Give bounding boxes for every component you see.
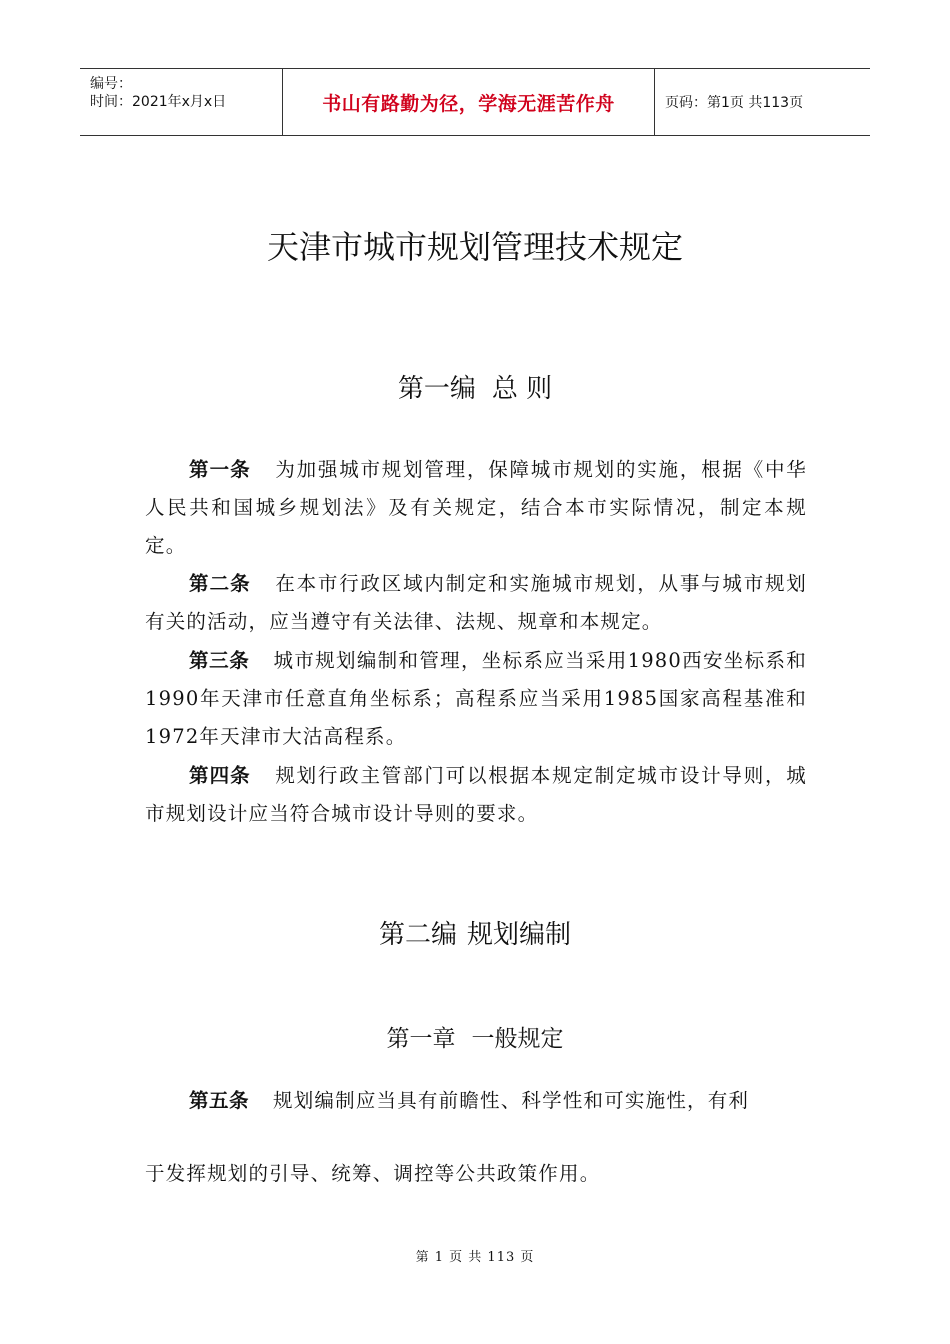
article-5 (145, 1082, 807, 1120)
article-1-label: 第一条 (189, 458, 251, 481)
header-page-info (655, 69, 870, 135)
article-4 (145, 757, 807, 833)
article-5-text-line2: 于发挥规划的引导、统筹、调控等公共政策作用。 (145, 1162, 601, 1185)
header-motto-cell (282, 69, 655, 135)
article-3 (145, 642, 807, 756)
article-2-text: 在本市行政区域内制定和实施城市规划，从事与城市规划有关的活动，应当遵守有关法律、法规、规章和本规定。 (145, 572, 807, 633)
article-5-text-line1: 规划编制应当具有前瞻性、科学性和可实施性，有利 (273, 1089, 750, 1112)
number-label: 编号： (90, 76, 132, 92)
chapter1-heading (0, 1020, 950, 1053)
page-header (80, 68, 870, 136)
article-2 (145, 565, 807, 641)
header-motto: 书山有路勤为径，学海无涯苦作舟 (322, 92, 615, 115)
time-label: 时间：2021年x月x日 (90, 94, 227, 110)
article-5-label: 第五条 (189, 1089, 250, 1112)
article-3-text: 城市规划编制和管理，坐标系应当采用1980西安坐标系和1990年天津市任意直角坐标系；高程系应当采用1985国家高程基准和1972年天津市大沽高程系。 (145, 649, 807, 748)
part1-heading (0, 368, 950, 405)
chapter1-name: 一般规定 (471, 1026, 564, 1052)
part1-number: 第一编 (397, 374, 476, 404)
document-title: 天津市城市规划管理技术规定 (266, 228, 683, 266)
article-1-text: 为加强城市规划管理，保障城市规划的实施，根据《中华人民共和国城乡规划法》及有关规定，结合本市实际情况，制定本规定。 (145, 458, 807, 557)
part1-name: 总 则 (491, 374, 553, 404)
part2-heading (0, 914, 950, 951)
article-2-label: 第二条 (189, 572, 251, 595)
part2-number: 第二编 (378, 920, 457, 950)
article-1 (145, 451, 807, 565)
page-footer: 第 1 页 共 113 页 (415, 1250, 535, 1265)
article-4-label: 第四条 (189, 764, 251, 787)
part2-name: 规划编制 (467, 920, 572, 950)
page-info-text: 页码：第1页 共113页 (665, 95, 804, 111)
article-4-text: 规划行政主管部门可以根据本规定制定城市设计导则，城市规划设计应当符合城市设计导则的要求。 (145, 764, 807, 825)
article-5-continued (145, 1155, 807, 1193)
article-3-label: 第三条 (189, 649, 250, 672)
header-meta (80, 69, 282, 135)
chapter1-number: 第一章 (386, 1026, 456, 1052)
